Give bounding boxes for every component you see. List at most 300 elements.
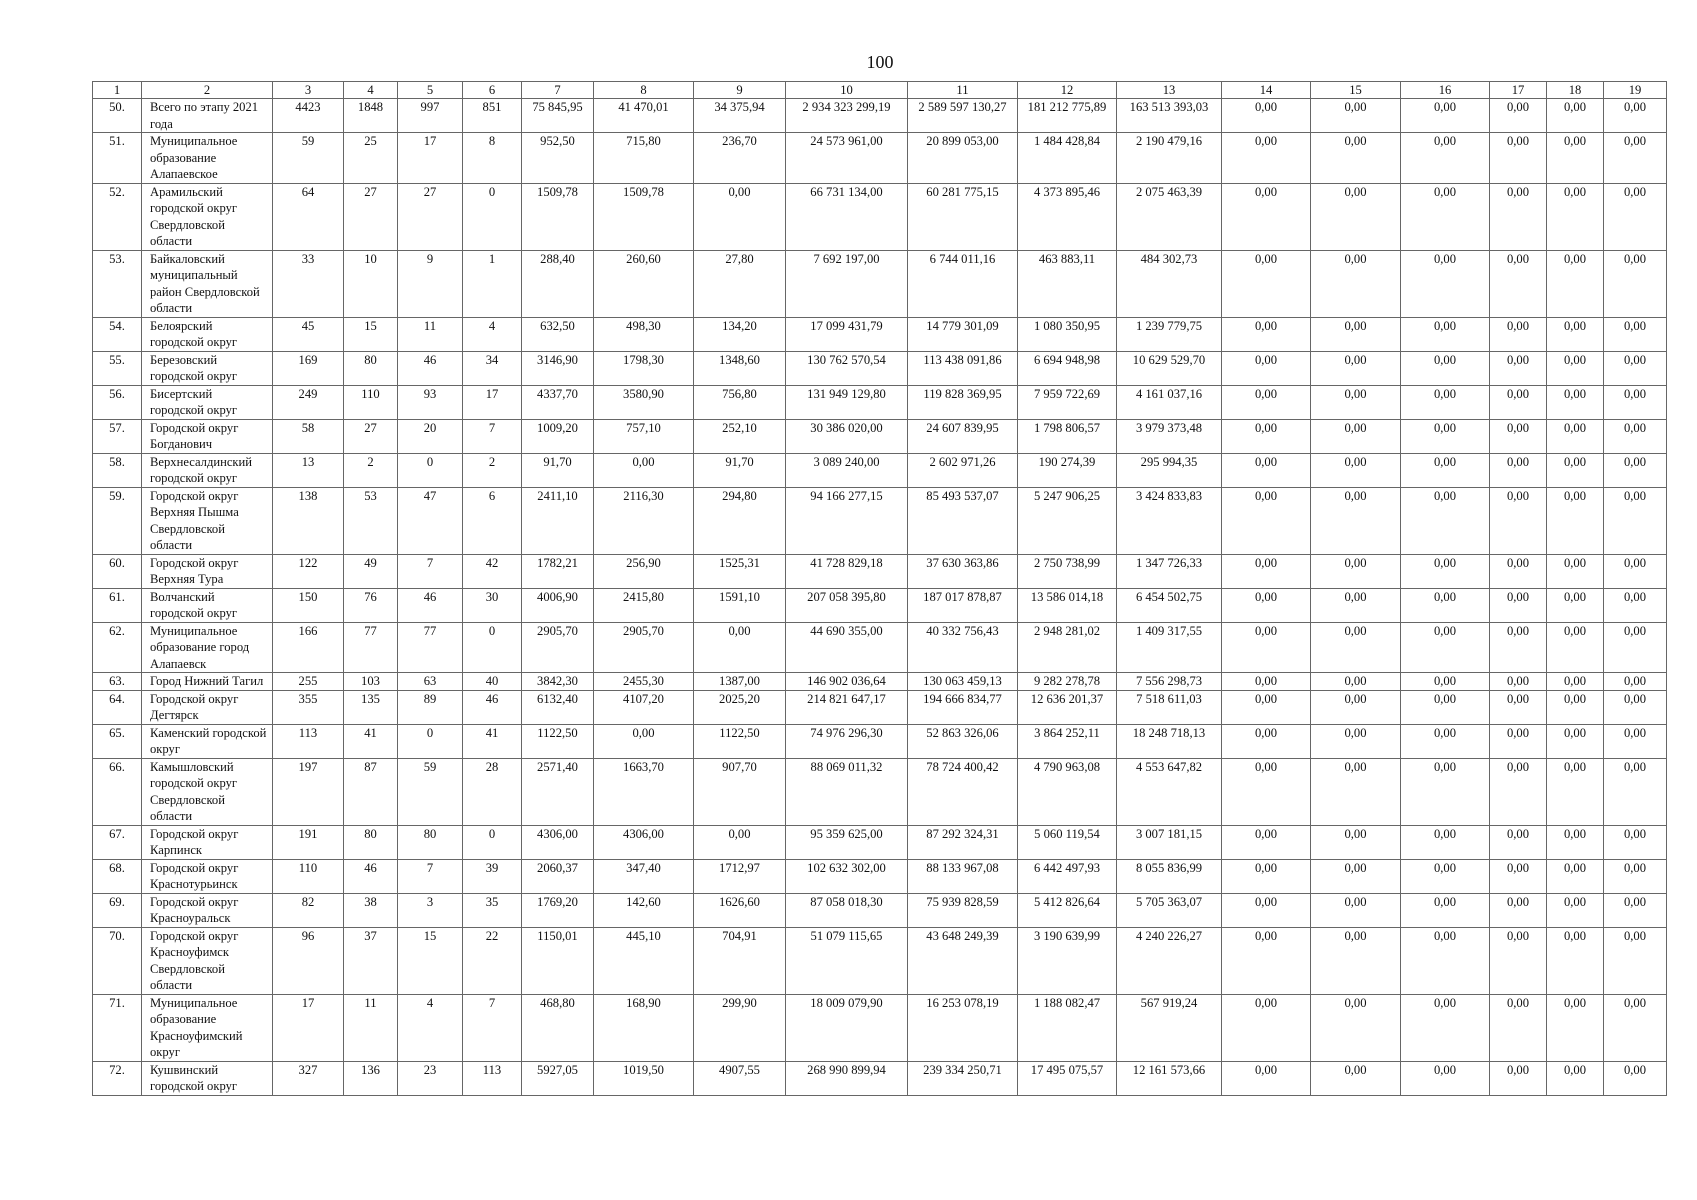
value-cell-col-7: 632,50 xyxy=(522,317,594,351)
value-cell-col-15: 0,00 xyxy=(1311,487,1401,554)
table-row xyxy=(93,453,1667,487)
value-cell-col-6: 7 xyxy=(463,994,522,1061)
municipality-name-cell: Муниципальное образование Красноуфимский округ xyxy=(142,994,273,1061)
column-header-12: 12 xyxy=(1018,82,1117,99)
value-cell-col-13: 2 190 479,16 xyxy=(1117,133,1222,184)
value-cell-col-9: 236,70 xyxy=(694,133,786,184)
column-header-11: 11 xyxy=(908,82,1018,99)
value-cell-col-15: 0,00 xyxy=(1311,724,1401,758)
value-cell-col-19: 0,00 xyxy=(1604,673,1667,691)
value-cell-col-7: 1769,20 xyxy=(522,893,594,927)
table-body xyxy=(93,99,1667,1096)
value-cell-col-4: 41 xyxy=(344,724,398,758)
value-cell-col-13: 295 994,35 xyxy=(1117,453,1222,487)
column-header-7: 7 xyxy=(522,82,594,99)
row-number-cell: 69. xyxy=(93,893,142,927)
value-cell-col-15: 0,00 xyxy=(1311,673,1401,691)
value-cell-col-16: 0,00 xyxy=(1401,133,1490,184)
value-cell-col-18: 0,00 xyxy=(1547,690,1604,724)
value-cell-col-9: 2025,20 xyxy=(694,690,786,724)
value-cell-col-4: 136 xyxy=(344,1061,398,1095)
value-cell-col-16: 0,00 xyxy=(1401,419,1490,453)
value-cell-col-11: 113 438 091,86 xyxy=(908,351,1018,385)
column-header-17: 17 xyxy=(1490,82,1547,99)
value-cell-col-11: 130 063 459,13 xyxy=(908,673,1018,691)
value-cell-col-13: 3 424 833,83 xyxy=(1117,487,1222,554)
value-cell-col-6: 7 xyxy=(463,419,522,453)
value-cell-col-3: 166 xyxy=(273,622,344,673)
value-cell-col-14: 0,00 xyxy=(1222,351,1311,385)
value-cell-col-17: 0,00 xyxy=(1490,317,1547,351)
value-cell-col-3: 249 xyxy=(273,385,344,419)
value-cell-col-14: 0,00 xyxy=(1222,825,1311,859)
row-number-cell: 62. xyxy=(93,622,142,673)
value-cell-col-4: 80 xyxy=(344,825,398,859)
value-cell-col-5: 20 xyxy=(398,419,463,453)
column-header-15: 15 xyxy=(1311,82,1401,99)
table-row xyxy=(93,554,1667,588)
value-cell-col-17: 0,00 xyxy=(1490,724,1547,758)
value-cell-col-18: 0,00 xyxy=(1547,419,1604,453)
value-cell-col-6: 22 xyxy=(463,927,522,994)
value-cell-col-10: 94 166 277,15 xyxy=(786,487,908,554)
value-cell-col-17: 0,00 xyxy=(1490,859,1547,893)
value-cell-col-9: 704,91 xyxy=(694,927,786,994)
value-cell-col-16: 0,00 xyxy=(1401,927,1490,994)
value-cell-col-17: 0,00 xyxy=(1490,554,1547,588)
value-cell-col-19: 0,00 xyxy=(1604,554,1667,588)
value-cell-col-7: 6132,40 xyxy=(522,690,594,724)
municipality-name-cell: Волчанский городской округ xyxy=(142,588,273,622)
row-number-cell: 66. xyxy=(93,758,142,825)
value-cell-col-3: 122 xyxy=(273,554,344,588)
value-cell-col-9: 0,00 xyxy=(694,183,786,250)
value-cell-col-7: 1782,21 xyxy=(522,554,594,588)
value-cell-col-19: 0,00 xyxy=(1604,453,1667,487)
value-cell-col-3: 59 xyxy=(273,133,344,184)
value-cell-col-4: 11 xyxy=(344,994,398,1061)
value-cell-col-16: 0,00 xyxy=(1401,758,1490,825)
municipality-name-cell: Каменский городской округ xyxy=(142,724,273,758)
value-cell-col-9: 27,80 xyxy=(694,250,786,317)
municipality-name-cell: Городской округ Красноуральск xyxy=(142,893,273,927)
value-cell-col-5: 93 xyxy=(398,385,463,419)
value-cell-col-4: 27 xyxy=(344,419,398,453)
value-cell-col-13: 5 705 363,07 xyxy=(1117,893,1222,927)
municipality-name-cell: Городской округ Верхняя Тура xyxy=(142,554,273,588)
value-cell-col-15: 0,00 xyxy=(1311,133,1401,184)
value-cell-col-8: 3580,90 xyxy=(594,385,694,419)
row-number-cell: 52. xyxy=(93,183,142,250)
value-cell-col-11: 20 899 053,00 xyxy=(908,133,1018,184)
value-cell-col-15: 0,00 xyxy=(1311,385,1401,419)
value-cell-col-3: 255 xyxy=(273,673,344,691)
value-cell-col-4: 80 xyxy=(344,351,398,385)
value-cell-col-9: 4907,55 xyxy=(694,1061,786,1095)
value-cell-col-11: 37 630 363,86 xyxy=(908,554,1018,588)
value-cell-col-18: 0,00 xyxy=(1547,673,1604,691)
value-cell-col-10: 95 359 625,00 xyxy=(786,825,908,859)
value-cell-col-5: 11 xyxy=(398,317,463,351)
column-header-6: 6 xyxy=(463,82,522,99)
value-cell-col-8: 498,30 xyxy=(594,317,694,351)
value-cell-col-9: 294,80 xyxy=(694,487,786,554)
value-cell-col-17: 0,00 xyxy=(1490,588,1547,622)
row-number-cell: 57. xyxy=(93,419,142,453)
value-cell-col-11: 40 332 756,43 xyxy=(908,622,1018,673)
value-cell-col-14: 0,00 xyxy=(1222,133,1311,184)
value-cell-col-12: 190 274,39 xyxy=(1018,453,1117,487)
value-cell-col-19: 0,00 xyxy=(1604,183,1667,250)
value-cell-col-19: 0,00 xyxy=(1604,133,1667,184)
value-cell-col-17: 0,00 xyxy=(1490,250,1547,317)
value-cell-col-12: 1 484 428,84 xyxy=(1018,133,1117,184)
value-cell-col-10: 24 573 961,00 xyxy=(786,133,908,184)
table-row xyxy=(93,994,1667,1061)
value-cell-col-5: 46 xyxy=(398,588,463,622)
value-cell-col-7: 5927,05 xyxy=(522,1061,594,1095)
value-cell-col-18: 0,00 xyxy=(1547,893,1604,927)
value-cell-col-11: 60 281 775,15 xyxy=(908,183,1018,250)
value-cell-col-10: 30 386 020,00 xyxy=(786,419,908,453)
value-cell-col-16: 0,00 xyxy=(1401,859,1490,893)
value-cell-col-13: 6 454 502,75 xyxy=(1117,588,1222,622)
value-cell-col-12: 181 212 775,89 xyxy=(1018,99,1117,133)
row-number-cell: 72. xyxy=(93,1061,142,1095)
municipality-name-cell: Всего по этапу 2021 года xyxy=(142,99,273,133)
value-cell-col-11: 85 493 537,07 xyxy=(908,487,1018,554)
value-cell-col-14: 0,00 xyxy=(1222,554,1311,588)
table-row xyxy=(93,724,1667,758)
value-cell-col-18: 0,00 xyxy=(1547,622,1604,673)
value-cell-col-12: 6 694 948,98 xyxy=(1018,351,1117,385)
value-cell-col-16: 0,00 xyxy=(1401,250,1490,317)
value-cell-col-16: 0,00 xyxy=(1401,554,1490,588)
value-cell-col-16: 0,00 xyxy=(1401,724,1490,758)
value-cell-col-15: 0,00 xyxy=(1311,250,1401,317)
value-cell-col-4: 87 xyxy=(344,758,398,825)
value-cell-col-10: 18 009 079,90 xyxy=(786,994,908,1061)
value-cell-col-18: 0,00 xyxy=(1547,758,1604,825)
value-cell-col-3: 96 xyxy=(273,927,344,994)
value-cell-col-17: 0,00 xyxy=(1490,351,1547,385)
value-cell-col-8: 2116,30 xyxy=(594,487,694,554)
value-cell-col-3: 45 xyxy=(273,317,344,351)
value-cell-col-16: 0,00 xyxy=(1401,351,1490,385)
value-cell-col-11: 52 863 326,06 xyxy=(908,724,1018,758)
value-cell-col-17: 0,00 xyxy=(1490,927,1547,994)
value-cell-col-13: 1 409 317,55 xyxy=(1117,622,1222,673)
value-cell-col-9: 756,80 xyxy=(694,385,786,419)
value-cell-col-14: 0,00 xyxy=(1222,927,1311,994)
value-cell-col-14: 0,00 xyxy=(1222,758,1311,825)
value-cell-col-9: 91,70 xyxy=(694,453,786,487)
value-cell-col-9: 34 375,94 xyxy=(694,99,786,133)
table-row xyxy=(93,487,1667,554)
value-cell-col-9: 299,90 xyxy=(694,994,786,1061)
value-cell-col-8: 1509,78 xyxy=(594,183,694,250)
value-cell-col-6: 1 xyxy=(463,250,522,317)
value-cell-col-19: 0,00 xyxy=(1604,588,1667,622)
value-cell-col-12: 4 373 895,46 xyxy=(1018,183,1117,250)
value-cell-col-19: 0,00 xyxy=(1604,859,1667,893)
value-cell-col-12: 1 188 082,47 xyxy=(1018,994,1117,1061)
value-cell-col-9: 1387,00 xyxy=(694,673,786,691)
value-cell-col-4: 25 xyxy=(344,133,398,184)
value-cell-col-11: 75 939 828,59 xyxy=(908,893,1018,927)
value-cell-col-17: 0,00 xyxy=(1490,673,1547,691)
value-cell-col-14: 0,00 xyxy=(1222,385,1311,419)
value-cell-col-19: 0,00 xyxy=(1604,1061,1667,1095)
value-cell-col-12: 9 282 278,78 xyxy=(1018,673,1117,691)
value-cell-col-6: 8 xyxy=(463,133,522,184)
value-cell-col-10: 17 099 431,79 xyxy=(786,317,908,351)
table-row xyxy=(93,183,1667,250)
row-number-cell: 54. xyxy=(93,317,142,351)
value-cell-col-14: 0,00 xyxy=(1222,453,1311,487)
value-cell-col-5: 23 xyxy=(398,1061,463,1095)
value-cell-col-14: 0,00 xyxy=(1222,994,1311,1061)
table-row xyxy=(93,133,1667,184)
value-cell-col-11: 14 779 301,09 xyxy=(908,317,1018,351)
value-cell-col-16: 0,00 xyxy=(1401,893,1490,927)
value-cell-col-19: 0,00 xyxy=(1604,893,1667,927)
value-cell-col-6: 113 xyxy=(463,1061,522,1095)
value-cell-col-12: 5 060 119,54 xyxy=(1018,825,1117,859)
column-number-row xyxy=(93,82,1667,99)
value-cell-col-8: 168,90 xyxy=(594,994,694,1061)
value-cell-col-17: 0,00 xyxy=(1490,690,1547,724)
value-cell-col-18: 0,00 xyxy=(1547,351,1604,385)
value-cell-col-15: 0,00 xyxy=(1311,825,1401,859)
value-cell-col-4: 10 xyxy=(344,250,398,317)
value-cell-col-18: 0,00 xyxy=(1547,994,1604,1061)
column-header-9: 9 xyxy=(694,82,786,99)
value-cell-col-17: 0,00 xyxy=(1490,133,1547,184)
row-number-cell: 56. xyxy=(93,385,142,419)
value-cell-col-8: 4107,20 xyxy=(594,690,694,724)
table-row xyxy=(93,927,1667,994)
value-cell-col-17: 0,00 xyxy=(1490,99,1547,133)
value-cell-col-18: 0,00 xyxy=(1547,554,1604,588)
housing-program-table xyxy=(92,81,1667,1096)
row-number-cell: 63. xyxy=(93,673,142,691)
value-cell-col-5: 59 xyxy=(398,758,463,825)
value-cell-col-19: 0,00 xyxy=(1604,758,1667,825)
value-cell-col-3: 355 xyxy=(273,690,344,724)
page-number: 100 xyxy=(866,52,894,72)
value-cell-col-17: 0,00 xyxy=(1490,994,1547,1061)
value-cell-col-15: 0,00 xyxy=(1311,859,1401,893)
column-header-3: 3 xyxy=(273,82,344,99)
value-cell-col-16: 0,00 xyxy=(1401,183,1490,250)
table-row xyxy=(93,351,1667,385)
value-cell-col-6: 39 xyxy=(463,859,522,893)
value-cell-col-17: 0,00 xyxy=(1490,825,1547,859)
value-cell-col-11: 187 017 878,87 xyxy=(908,588,1018,622)
municipality-name-cell: Белоярский городской округ xyxy=(142,317,273,351)
value-cell-col-3: 169 xyxy=(273,351,344,385)
value-cell-col-7: 2411,10 xyxy=(522,487,594,554)
value-cell-col-15: 0,00 xyxy=(1311,351,1401,385)
value-cell-col-10: 51 079 115,65 xyxy=(786,927,908,994)
row-number-cell: 51. xyxy=(93,133,142,184)
value-cell-col-11: 6 744 011,16 xyxy=(908,250,1018,317)
value-cell-col-6: 42 xyxy=(463,554,522,588)
value-cell-col-15: 0,00 xyxy=(1311,183,1401,250)
value-cell-col-4: 46 xyxy=(344,859,398,893)
value-cell-col-14: 0,00 xyxy=(1222,588,1311,622)
value-cell-col-9: 1712,97 xyxy=(694,859,786,893)
column-header-14: 14 xyxy=(1222,82,1311,99)
value-cell-col-11: 119 828 369,95 xyxy=(908,385,1018,419)
value-cell-col-10: 207 058 395,80 xyxy=(786,588,908,622)
value-cell-col-7: 75 845,95 xyxy=(522,99,594,133)
value-cell-col-13: 1 239 779,75 xyxy=(1117,317,1222,351)
value-cell-col-14: 0,00 xyxy=(1222,893,1311,927)
value-cell-col-19: 0,00 xyxy=(1604,250,1667,317)
value-cell-col-6: 28 xyxy=(463,758,522,825)
value-cell-col-8: 347,40 xyxy=(594,859,694,893)
table-row xyxy=(93,317,1667,351)
row-number-cell: 50. xyxy=(93,99,142,133)
value-cell-col-7: 2571,40 xyxy=(522,758,594,825)
value-cell-col-19: 0,00 xyxy=(1604,927,1667,994)
value-cell-col-10: 2 934 323 299,19 xyxy=(786,99,908,133)
value-cell-col-6: 0 xyxy=(463,825,522,859)
value-cell-col-6: 2 xyxy=(463,453,522,487)
value-cell-col-6: 0 xyxy=(463,183,522,250)
value-cell-col-13: 7 518 611,03 xyxy=(1117,690,1222,724)
value-cell-col-3: 138 xyxy=(273,487,344,554)
value-cell-col-7: 4337,70 xyxy=(522,385,594,419)
value-cell-col-9: 1122,50 xyxy=(694,724,786,758)
value-cell-col-9: 0,00 xyxy=(694,825,786,859)
value-cell-col-8: 41 470,01 xyxy=(594,99,694,133)
value-cell-col-17: 0,00 xyxy=(1490,622,1547,673)
value-cell-col-13: 4 240 226,27 xyxy=(1117,927,1222,994)
value-cell-col-10: 146 902 036,64 xyxy=(786,673,908,691)
table-row xyxy=(93,419,1667,453)
value-cell-col-15: 0,00 xyxy=(1311,453,1401,487)
value-cell-col-7: 1122,50 xyxy=(522,724,594,758)
value-cell-col-16: 0,00 xyxy=(1401,385,1490,419)
value-cell-col-3: 113 xyxy=(273,724,344,758)
value-cell-col-14: 0,00 xyxy=(1222,1061,1311,1095)
value-cell-col-19: 0,00 xyxy=(1604,487,1667,554)
value-cell-col-9: 1626,60 xyxy=(694,893,786,927)
row-number-cell: 60. xyxy=(93,554,142,588)
value-cell-col-14: 0,00 xyxy=(1222,183,1311,250)
value-cell-col-9: 907,70 xyxy=(694,758,786,825)
value-cell-col-9: 1525,31 xyxy=(694,554,786,588)
value-cell-col-5: 63 xyxy=(398,673,463,691)
value-cell-col-17: 0,00 xyxy=(1490,1061,1547,1095)
value-cell-col-11: 43 648 249,39 xyxy=(908,927,1018,994)
column-header-1: 1 xyxy=(93,82,142,99)
value-cell-col-16: 0,00 xyxy=(1401,453,1490,487)
value-cell-col-12: 4 790 963,08 xyxy=(1018,758,1117,825)
value-cell-col-11: 194 666 834,77 xyxy=(908,690,1018,724)
value-cell-col-4: 77 xyxy=(344,622,398,673)
value-cell-col-12: 7 959 722,69 xyxy=(1018,385,1117,419)
value-cell-col-5: 80 xyxy=(398,825,463,859)
row-number-cell: 67. xyxy=(93,825,142,859)
value-cell-col-18: 0,00 xyxy=(1547,317,1604,351)
value-cell-col-12: 12 636 201,37 xyxy=(1018,690,1117,724)
value-cell-col-5: 7 xyxy=(398,859,463,893)
municipality-name-cell: Городской округ Краснотурьинск xyxy=(142,859,273,893)
column-header-13: 13 xyxy=(1117,82,1222,99)
column-header-4: 4 xyxy=(344,82,398,99)
value-cell-col-8: 2415,80 xyxy=(594,588,694,622)
value-cell-col-4: 49 xyxy=(344,554,398,588)
value-cell-col-3: 197 xyxy=(273,758,344,825)
value-cell-col-17: 0,00 xyxy=(1490,487,1547,554)
row-number-cell: 55. xyxy=(93,351,142,385)
row-number-cell: 64. xyxy=(93,690,142,724)
value-cell-col-3: 110 xyxy=(273,859,344,893)
value-cell-col-3: 17 xyxy=(273,994,344,1061)
value-cell-col-5: 27 xyxy=(398,183,463,250)
value-cell-col-11: 88 133 967,08 xyxy=(908,859,1018,893)
value-cell-col-18: 0,00 xyxy=(1547,183,1604,250)
value-cell-col-5: 77 xyxy=(398,622,463,673)
value-cell-col-15: 0,00 xyxy=(1311,690,1401,724)
municipality-name-cell: Кушвинский городской округ xyxy=(142,1061,273,1095)
value-cell-col-15: 0,00 xyxy=(1311,554,1401,588)
value-cell-col-12: 2 948 281,02 xyxy=(1018,622,1117,673)
table-row xyxy=(93,1061,1667,1095)
value-cell-col-15: 0,00 xyxy=(1311,99,1401,133)
value-cell-col-14: 0,00 xyxy=(1222,317,1311,351)
value-cell-col-15: 0,00 xyxy=(1311,588,1401,622)
value-cell-col-18: 0,00 xyxy=(1547,385,1604,419)
value-cell-col-13: 1 347 726,33 xyxy=(1117,554,1222,588)
value-cell-col-16: 0,00 xyxy=(1401,99,1490,133)
value-cell-col-7: 288,40 xyxy=(522,250,594,317)
value-cell-col-13: 163 513 393,03 xyxy=(1117,99,1222,133)
value-cell-col-5: 0 xyxy=(398,724,463,758)
value-cell-col-19: 0,00 xyxy=(1604,419,1667,453)
value-cell-col-8: 4306,00 xyxy=(594,825,694,859)
municipality-name-cell: Верхнесалдинский городской округ xyxy=(142,453,273,487)
value-cell-col-10: 88 069 011,32 xyxy=(786,758,908,825)
value-cell-col-4: 110 xyxy=(344,385,398,419)
value-cell-col-3: 58 xyxy=(273,419,344,453)
value-cell-col-8: 2905,70 xyxy=(594,622,694,673)
value-cell-col-6: 35 xyxy=(463,893,522,927)
value-cell-col-5: 46 xyxy=(398,351,463,385)
municipality-name-cell: Городской округ Дегтярск xyxy=(142,690,273,724)
value-cell-col-19: 0,00 xyxy=(1604,385,1667,419)
value-cell-col-12: 5 412 826,64 xyxy=(1018,893,1117,927)
value-cell-col-4: 38 xyxy=(344,893,398,927)
value-cell-col-15: 0,00 xyxy=(1311,419,1401,453)
value-cell-col-9: 252,10 xyxy=(694,419,786,453)
value-cell-col-10: 41 728 829,18 xyxy=(786,554,908,588)
value-cell-col-15: 0,00 xyxy=(1311,758,1401,825)
value-cell-col-8: 2455,30 xyxy=(594,673,694,691)
table-row xyxy=(93,859,1667,893)
value-cell-col-6: 6 xyxy=(463,487,522,554)
row-number-cell: 59. xyxy=(93,487,142,554)
value-cell-col-9: 134,20 xyxy=(694,317,786,351)
value-cell-col-17: 0,00 xyxy=(1490,385,1547,419)
value-cell-col-3: 150 xyxy=(273,588,344,622)
value-cell-col-7: 4006,90 xyxy=(522,588,594,622)
row-number-cell: 65. xyxy=(93,724,142,758)
